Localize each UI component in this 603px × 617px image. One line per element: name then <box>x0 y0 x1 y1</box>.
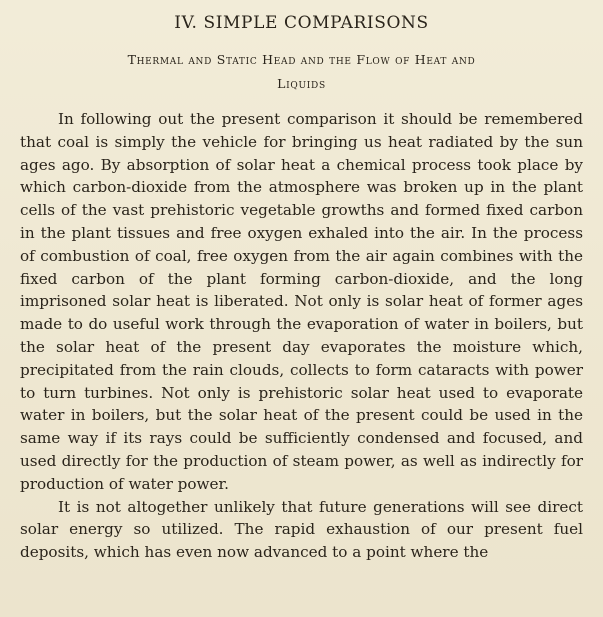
paragraph-2: It is not altogether unlikely that future generations will see direct solar energy so utilized. The rapid exhaustion of our present fuel deposits, which has even now advanced to a point where the <box>20 497 583 562</box>
paragraph-1: In following out the present comparison it should be remembered that coal is simply the vehicle for bringing us heat radiated by the sun ages ago. By absorption of solar heat a chemical process took place by which carbon-dioxide from the atmosphere was broken up in the plant cells of the vast prehistoric vegetable growths and formed fixed carbon in the plant tissues and free oxygen exhaled into the air. In the process of combustion of coal, free oxygen from the air again combines with the fixed carbon of the plant forming carbon-dioxide, and the long imprisoned solar heat is liberated. Not only is solar heat of former ages made to do useful work through the evaporation of water in boilers, but the solar heat of the present day evaporates the moisture which, precipitated from the rain clouds, collects to form cataracts with power to turn turbines. Not only is prehistoric solar heat used to evaporate water in boilers, but the solar heat of the present could be used in the same way if its rays could be sufficiently condensed and focused, and used directly for the production of steam power, as well as indirectly for production of water power. <box>20 110 583 493</box>
section-title <box>20 48 583 96</box>
section-title-line-1: Thermal and Static Head and the Flow of Heat and <box>127 52 476 67</box>
section-title-line-2: Liquids <box>277 76 326 91</box>
body-text <box>20 108 583 564</box>
chapter-title: IV. SIMPLE COMPARISONS <box>174 13 429 33</box>
